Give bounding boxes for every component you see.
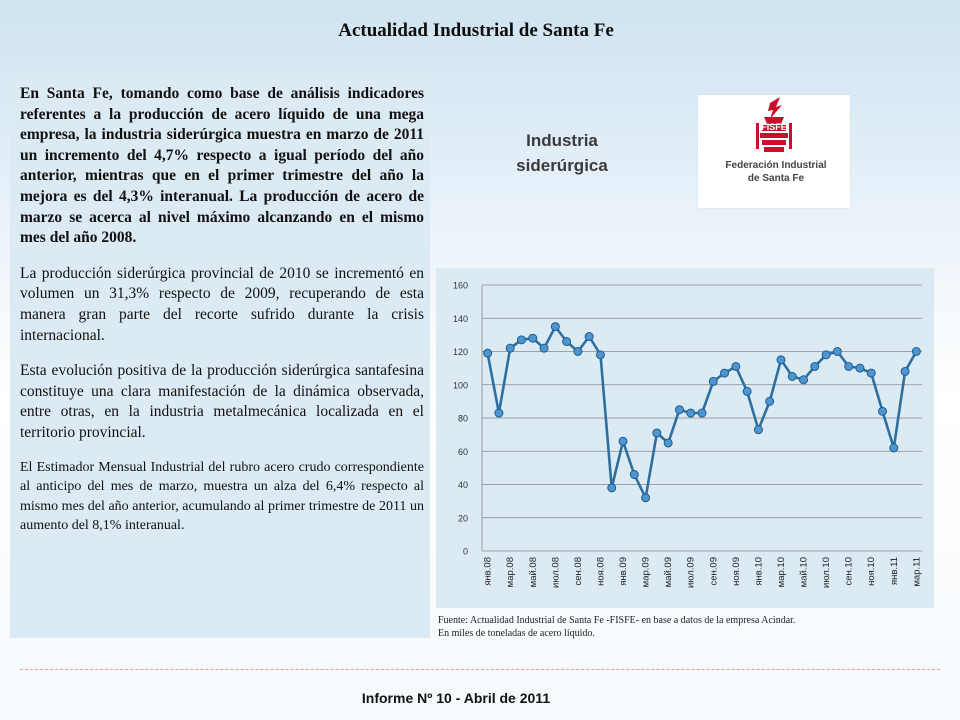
footer-report: Informe Nº 10 - Abril de 2011 bbox=[361, 690, 551, 706]
y-tick-label: 80 bbox=[457, 413, 468, 424]
data-point bbox=[619, 437, 627, 445]
x-tick-label: мар.10 bbox=[775, 557, 787, 588]
data-point bbox=[912, 348, 920, 356]
data-point bbox=[709, 377, 717, 385]
x-tick-label: мар.11 bbox=[911, 557, 923, 587]
data-point bbox=[653, 429, 661, 437]
logo-line1: Federación Industrial bbox=[725, 160, 827, 171]
data-point bbox=[675, 406, 683, 414]
x-tick-label: янв.08 bbox=[482, 557, 494, 586]
data-point bbox=[495, 409, 503, 417]
x-tick-label: сен.10 bbox=[843, 557, 855, 586]
y-tick-label: 60 bbox=[457, 446, 468, 457]
data-point bbox=[608, 484, 616, 492]
fisfe-emblem-icon bbox=[698, 95, 850, 208]
section-subtitle bbox=[486, 128, 638, 178]
data-point bbox=[867, 369, 875, 377]
data-point bbox=[517, 336, 525, 344]
section-subtitle-line2: siderúrgica bbox=[516, 156, 608, 175]
logo-line2: de Santa Fe bbox=[747, 173, 805, 184]
x-tick-label: мар.08 bbox=[505, 557, 517, 588]
data-point bbox=[687, 409, 695, 417]
x-tick-label: янв.09 bbox=[618, 557, 630, 586]
x-tick-label: янв.11 bbox=[888, 557, 900, 585]
y-tick-label: 140 bbox=[452, 313, 468, 324]
x-tick-label: май.09 bbox=[663, 557, 675, 588]
paragraph-annual: La producción siderúrgica provincial de 2010 se incrementó en volumen un 31,3% respecto de 2009, recuperando de esta manera gran parte del recorte sufrido durante la crisis internacional. bbox=[20, 264, 424, 344]
data-point bbox=[596, 351, 604, 359]
y-tick-label: 0 bbox=[462, 546, 468, 557]
y-tick-label: 160 bbox=[452, 280, 468, 291]
data-point bbox=[743, 387, 751, 395]
data-point bbox=[777, 356, 785, 364]
data-point bbox=[890, 444, 898, 452]
x-tick-label: май.08 bbox=[527, 557, 539, 588]
data-point bbox=[788, 372, 796, 380]
x-tick-label: ноя.08 bbox=[595, 557, 607, 586]
source-line1: Fuente: Actualidad Industrial de Santa Fe -FISFE- en base a datos de la empresa Acindar. bbox=[438, 615, 796, 626]
logo-badge: FISFE bbox=[761, 122, 787, 132]
x-tick-label: сен.08 bbox=[572, 557, 584, 586]
data-point bbox=[901, 367, 909, 375]
paragraph-estimator: El Estimador Mensual Industrial del rubro acero crudo correspondiente al anticipo del mes de marzo, muestra un alza del 6,4% respecto al mismo mes del año anterior, acumulando al primer trimestre de 2011 un aumento del 8,1% interanual. bbox=[20, 459, 424, 534]
x-tick-label: янв.10 bbox=[753, 557, 765, 586]
data-point bbox=[585, 333, 593, 341]
data-point bbox=[732, 362, 740, 370]
section-subtitle-line1: Industria bbox=[526, 131, 598, 150]
x-tick-label: июл.08 bbox=[550, 557, 562, 588]
data-point bbox=[529, 334, 537, 342]
y-tick-label: 20 bbox=[457, 513, 468, 524]
x-tick-label: мар.09 bbox=[640, 557, 652, 588]
text-panel bbox=[10, 72, 430, 638]
data-point bbox=[484, 349, 492, 357]
data-point bbox=[754, 426, 762, 434]
x-tick-label: сен.09 bbox=[708, 557, 720, 586]
production-chart bbox=[436, 268, 934, 608]
data-point bbox=[766, 397, 774, 405]
line-chart bbox=[436, 268, 934, 608]
data-point bbox=[800, 376, 808, 384]
data-point bbox=[574, 348, 582, 356]
y-tick-label: 100 bbox=[452, 380, 468, 391]
data-point bbox=[664, 439, 672, 447]
data-point bbox=[642, 494, 650, 502]
data-point bbox=[833, 348, 841, 356]
data-point bbox=[879, 407, 887, 415]
data-point bbox=[551, 323, 559, 331]
paragraph-summary: En Santa Fe, tomando como base de análisis indicadores referentes a la producción de acero líquido de una mega empresa, la industria siderúrgica muestra en marzo de 2011 un incremento del 4,7% respecto a igual período del año anterior, mientras que en el primer trimestre del año la mejora es del 4,3% interanual. La producción de acero de marzo se acerca al nivel máximo alcanzando en el mismo mes del año 2008. bbox=[20, 85, 424, 247]
x-tick-label: июл.09 bbox=[685, 557, 697, 588]
footer-divider bbox=[20, 669, 940, 670]
data-point bbox=[630, 471, 638, 479]
source-note bbox=[438, 614, 938, 640]
page-title: Actualidad Industrial de Santa Fe bbox=[338, 20, 614, 41]
data-point bbox=[540, 344, 548, 352]
data-point bbox=[698, 409, 706, 417]
y-tick-label: 40 bbox=[457, 480, 468, 490]
data-point bbox=[811, 362, 819, 370]
fisfe-logo bbox=[698, 95, 850, 208]
data-point bbox=[563, 338, 571, 346]
x-tick-label: ноя.10 bbox=[866, 557, 878, 586]
x-tick-label: июл.10 bbox=[821, 557, 833, 588]
source-line2: En miles de toneladas de acero líquido. bbox=[438, 628, 595, 639]
x-tick-label: май.10 bbox=[798, 557, 810, 588]
data-point bbox=[822, 351, 830, 359]
data-point bbox=[506, 344, 514, 352]
data-point bbox=[856, 364, 864, 372]
x-tick-label: ноя.09 bbox=[730, 557, 742, 586]
y-tick-label: 120 bbox=[452, 347, 468, 357]
data-point bbox=[845, 362, 853, 370]
paragraph-evolution: Esta evolución positiva de la producción siderúrgica santafesina constituye una clara manifestación de la dinámica observada, entre otras, en la industria metalmecánica localizada en el territorio provincial. bbox=[20, 362, 424, 441]
data-point bbox=[721, 369, 729, 377]
logo-text bbox=[706, 159, 846, 185]
